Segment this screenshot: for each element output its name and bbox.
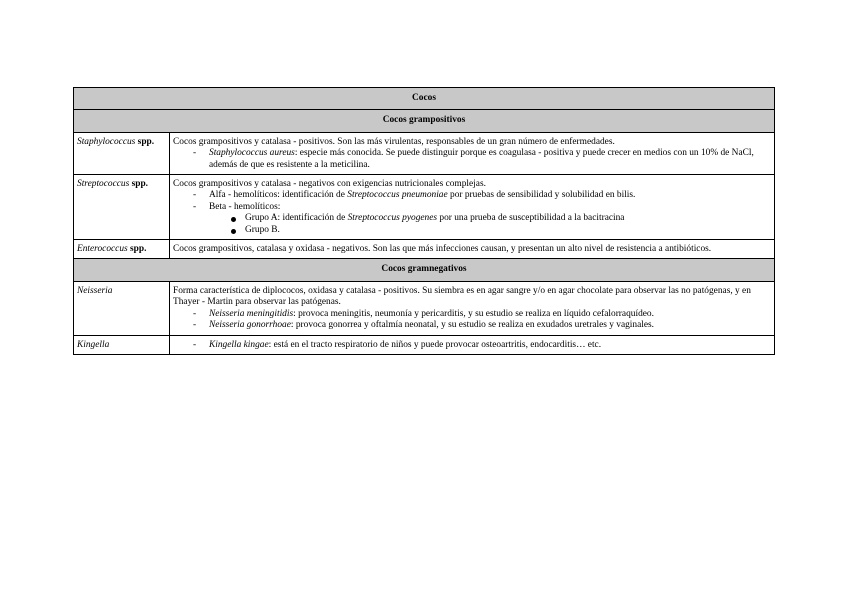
species-name: Kingella kingae — [209, 339, 269, 350]
species-name: Neisseria gonorrhoae — [209, 320, 291, 331]
genus-cell — [74, 132, 170, 174]
title-row — [74, 88, 775, 110]
table-row-neisseria — [74, 281, 775, 335]
species-name: Streptococcus pyogenes — [347, 213, 438, 224]
item-text: Grupo B. — [245, 224, 280, 235]
genus-name: Kingella — [77, 339, 110, 350]
description-text: Cocos grampositivos y catalasa - negativos con exigencias nutricionales complejas. — [173, 179, 486, 190]
description-cell — [170, 281, 775, 335]
item-text: Grupo A: identificación de — [245, 213, 348, 224]
table-row-staphylococcus — [74, 132, 775, 174]
genus-name: Neisseria — [77, 285, 113, 296]
genus-cell — [74, 281, 170, 335]
genus-cell — [74, 175, 170, 240]
genus-cell — [74, 335, 170, 354]
genus-cell — [74, 240, 170, 259]
genus-name: Enterococcus — [77, 244, 128, 255]
description-text: Forma característica de diplococos, oxidasa y catalasa - positivos. Su siembra es en agar sangre y/o en agar chocolate para observar las no patógenas, y en Thayer - Martin para observar las patógenas. — [173, 285, 751, 308]
section-header-row — [74, 110, 775, 132]
item-text: Alfa - hemolíticos: identificación de — [209, 190, 348, 201]
species-text: : especie más conocida. Se puede distinguir porque es coagulasa - positiva y puede crecer en medios con un 10% de NaCl, además de que es resistente a la meticilina. — [209, 148, 754, 170]
list-item — [173, 340, 771, 351]
list-item — [173, 148, 771, 171]
table-title: Cocos — [74, 88, 775, 110]
cocos-table — [73, 87, 775, 355]
species-text: : provoca gonorrea y oftalmía neonatal, y su estudio se realiza en exudados uretrales y vaginales. — [290, 320, 655, 331]
list-item — [173, 225, 771, 236]
list-item — [173, 213, 771, 224]
table-row-kingella — [74, 335, 775, 354]
item-text: por pruebas de sensibilidad y solubilidad en bilis. — [447, 190, 636, 201]
genus-name: Staphylococcus — [77, 136, 136, 147]
section-header-row — [74, 259, 775, 281]
genus-name: Streptococcus — [77, 179, 130, 190]
description-cell — [170, 335, 775, 354]
genus-spp: spp. — [131, 179, 149, 190]
table-row-enterococcus — [74, 240, 775, 259]
description-cell — [170, 240, 775, 259]
genus-spp: spp. — [137, 136, 155, 147]
section-header-grampositivos: Cocos grampositivos — [74, 110, 775, 132]
species-text: : está en el tracto respiratorio de niños y puede provocar osteoartritis, endocarditis… etc. — [268, 339, 602, 350]
genus-spp: spp. — [130, 244, 147, 255]
list-item — [173, 202, 771, 213]
species-name: Staphylococcus aureus — [209, 148, 295, 159]
species-name: Neisseria meningitidis — [209, 308, 294, 319]
description-text: Cocos grampositivos, catalasa y oxidasa - negativos. Son las que más infecciones causan, y presentan un alto nivel de resistencia a antibióticos. — [173, 244, 712, 255]
item-text: Beta - hemolíticos: — [209, 201, 281, 212]
list-item — [173, 320, 771, 331]
description-cell — [170, 175, 775, 240]
list-item — [173, 190, 771, 201]
section-header-gramnegativos: Cocos gramnegativos — [74, 259, 775, 281]
list-item — [173, 309, 771, 320]
species-text: : provoca meningitis, neumonía y pericarditis, y su estudio se realiza en líquido cefalorraquídeo. — [293, 308, 654, 319]
description-cell — [170, 132, 775, 174]
description-text: Cocos grampositivos y catalasa - positivos. Son las más virulentas, responsables de un gran número de enfermedades. — [173, 136, 615, 147]
item-text: por una prueba de susceptibilidad a la bacitracina — [437, 213, 625, 224]
species-name: Streptococcus pneumoniae — [347, 190, 448, 201]
table-row-streptococcus — [74, 175, 775, 240]
